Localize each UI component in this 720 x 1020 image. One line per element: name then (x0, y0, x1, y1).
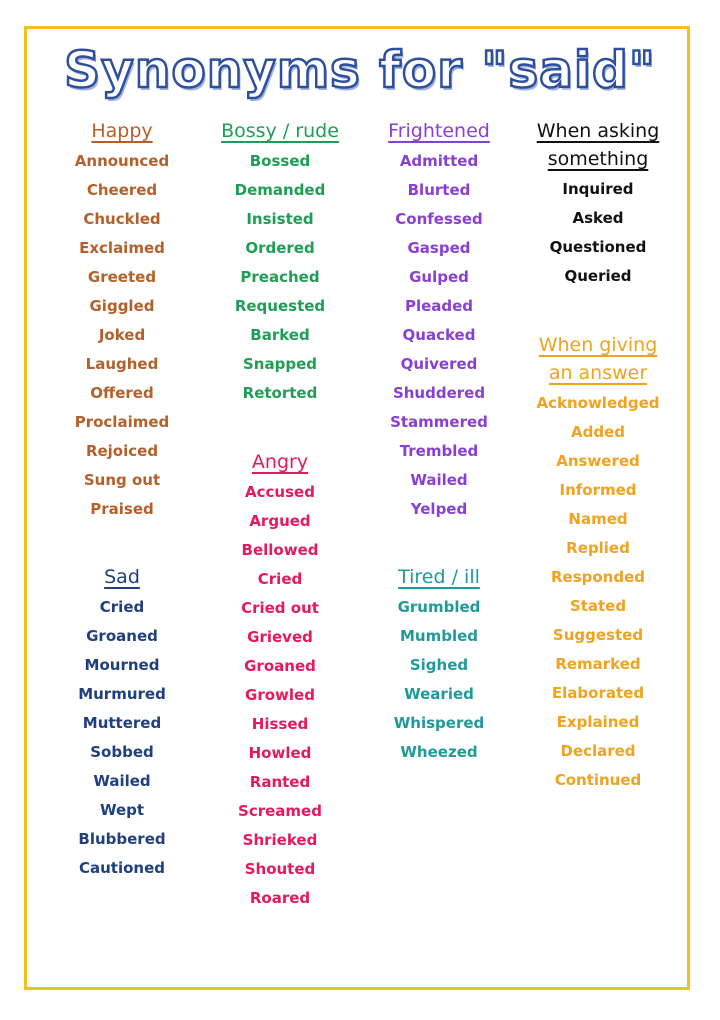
synonym-word: Informed (559, 481, 637, 499)
synonym-word: Accused (245, 483, 315, 501)
synonym-word: Laughed (85, 355, 159, 373)
synonym-word: Howled (248, 744, 312, 762)
synonym-word: Proclaimed (74, 413, 170, 431)
synonym-word: Cried (257, 570, 303, 588)
synonym-word: Growled (245, 686, 315, 704)
heading-answer-line2: an answer (548, 362, 648, 384)
heading-asking-line1: When asking (536, 120, 660, 142)
synonym-word: Blurted (407, 181, 471, 199)
group-bossy (200, 117, 360, 408)
synonym-word: Requested (234, 297, 326, 315)
synonym-word: Quacked (402, 326, 476, 344)
synonym-word: Barked (250, 326, 310, 344)
synonym-word: Pleaded (404, 297, 474, 315)
synonym-word: Gasped (407, 239, 471, 257)
synonym-word: Wheezed (400, 743, 478, 761)
word-list-answer (520, 389, 676, 795)
synonym-word: Stammered (390, 413, 488, 431)
synonym-word: Remarked (555, 655, 641, 673)
synonym-word: Named (568, 510, 628, 528)
synonym-word: Retorted (242, 384, 318, 402)
synonym-word: Acknowledged (536, 394, 660, 412)
synonym-word: Cheered (86, 181, 158, 199)
word-list-asking (520, 175, 676, 291)
heading-answer-line1: When giving (538, 334, 658, 356)
synonym-word: Cautioned (78, 859, 165, 877)
synonym-word: Muttered (82, 714, 162, 732)
synonym-word: Continued (554, 771, 642, 789)
synonym-word: Cried out (241, 599, 319, 617)
heading-frightened: Frightened (388, 120, 490, 142)
synonym-word: Mourned (84, 656, 160, 674)
synonym-word: Whispered (393, 714, 485, 732)
synonym-word: Added (571, 423, 625, 441)
word-list-frightened (372, 147, 506, 524)
group-answer (520, 331, 676, 795)
synonym-word: Chuckled (83, 210, 161, 228)
synonym-word: Announced (74, 152, 170, 170)
synonym-word: Ordered (245, 239, 315, 257)
synonym-word: Shuddered (392, 384, 486, 402)
word-list-happy (62, 147, 182, 524)
synonym-word: Inquired (562, 180, 634, 198)
synonym-word: Shrieked (242, 831, 318, 849)
synonym-word: Snapped (243, 355, 317, 373)
word-list-sad (62, 593, 182, 883)
synonym-word: Murmured (78, 685, 166, 703)
synonym-word: Ranted (249, 773, 311, 791)
synonym-word: Roared (249, 889, 311, 907)
synonym-word: Mumbled (399, 627, 479, 645)
word-list-tired (372, 593, 506, 767)
synonym-word: Screamed (238, 802, 322, 820)
synonym-word: Answered (556, 452, 640, 470)
synonym-word: Argued (249, 512, 311, 530)
synonym-word: Confessed (395, 210, 483, 228)
synonym-word: Demanded (234, 181, 326, 199)
synonym-word: Cried (99, 598, 145, 616)
heading-angry: Angry (251, 451, 309, 473)
synonym-word: Wailed (93, 772, 151, 790)
page-title: Synonyms for "said" (64, 41, 656, 99)
synonym-word: Explained (556, 713, 640, 731)
synonym-word: Preached (240, 268, 320, 286)
heading-sad: Sad (104, 566, 140, 588)
group-tired (372, 563, 506, 767)
synonym-word: Grieved (247, 628, 313, 646)
synonym-word: Quivered (400, 355, 478, 373)
synonym-word: Trembled (399, 442, 479, 460)
synonym-word: Insisted (246, 210, 314, 228)
heading-bossy: Bossy / rude (221, 120, 339, 142)
synonym-word: Shouted (244, 860, 316, 878)
group-angry (200, 448, 360, 913)
synonym-word: Suggested (552, 626, 644, 644)
synonym-word: Wailed (410, 471, 468, 489)
heading-tired: Tired / ill (398, 566, 480, 588)
synonym-word: Greeted (87, 268, 157, 286)
synonym-word: Grumbled (397, 598, 481, 616)
synonym-word: Joked (98, 326, 146, 344)
synonym-word: Wearied (404, 685, 474, 703)
heading-happy: Happy (91, 120, 153, 142)
synonym-word: Offered (90, 384, 154, 402)
synonym-word: Bellowed (241, 541, 319, 559)
synonym-word: Stated (569, 597, 627, 615)
synonym-word: Hissed (251, 715, 309, 733)
synonym-word: Sighed (409, 656, 469, 674)
synonym-word: Bossed (249, 152, 311, 170)
synonym-word: Giggled (89, 297, 155, 315)
synonym-word: Gulped (409, 268, 469, 286)
group-sad (62, 563, 182, 883)
synonym-word: Responded (550, 568, 646, 586)
synonym-word: Replied (566, 539, 630, 557)
synonym-word: Groaned (244, 657, 316, 675)
synonym-word: Blubbered (78, 830, 166, 848)
group-asking (520, 117, 676, 291)
synonym-word: Sung out (83, 471, 161, 489)
synonym-word: Questioned (549, 238, 647, 256)
group-happy (62, 117, 182, 524)
word-list-bossy (200, 147, 360, 408)
synonym-word: Exclaimed (79, 239, 165, 257)
synonym-word: Elaborated (551, 684, 645, 702)
synonym-word: Wept (99, 801, 145, 819)
synonym-word: Rejoiced (85, 442, 159, 460)
synonym-word: Sobbed (90, 743, 154, 761)
synonym-word: Admitted (399, 152, 479, 170)
word-list-angry (200, 478, 360, 913)
synonym-word: Groaned (86, 627, 158, 645)
synonym-word: Queried (564, 267, 632, 285)
synonym-word: Asked (572, 209, 624, 227)
group-frightened (372, 117, 506, 524)
synonym-word: Declared (560, 742, 636, 760)
heading-asking-line2: something (547, 148, 649, 170)
synonym-word: Yelped (410, 500, 468, 518)
synonym-word: Praised (90, 500, 154, 518)
